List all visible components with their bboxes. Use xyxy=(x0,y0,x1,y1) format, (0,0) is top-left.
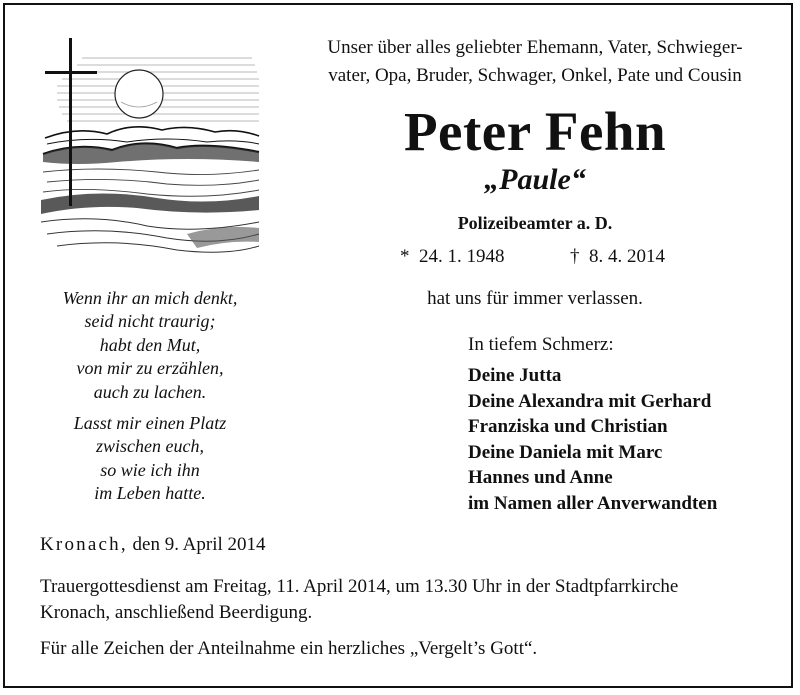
service-info xyxy=(40,574,780,626)
landscape-illustration xyxy=(37,38,262,263)
poem-line: zwischen euch, xyxy=(96,436,204,457)
memorial-poem xyxy=(20,287,280,514)
mourner-item: Deine Jutta xyxy=(468,365,562,386)
service-line: Kronach, anschließend Beerdigung. xyxy=(40,602,313,623)
farewell-text: hat uns für immer verlassen. xyxy=(427,288,643,309)
notice-date: den 9. April 2014 xyxy=(132,534,266,555)
mourner-item: Franziska und Christian xyxy=(468,416,668,437)
deceased-name: Peter Fehn xyxy=(403,101,667,162)
sun-icon xyxy=(115,70,163,118)
grief-label: In tiefem Schmerz: xyxy=(468,334,614,355)
death-date: † 8. 4. 2014 xyxy=(570,246,665,267)
poem-line: habt den Mut, xyxy=(99,334,201,355)
poem-line: von mir zu erzählen, xyxy=(76,358,224,379)
birth-date: * 24. 1. 1948 xyxy=(400,246,505,267)
poem-stanza xyxy=(20,287,280,404)
place-name: Kronach, xyxy=(40,534,128,555)
intro-line: Unser über alles geliebter Ehemann, Vater, Schwieger- xyxy=(327,37,743,58)
poem-line: Lasst mir einen Platz xyxy=(73,413,227,434)
deceased-profession: Polizeibeamter a. D. xyxy=(457,213,613,233)
mourner-item: Deine Daniela mit Marc xyxy=(468,441,663,463)
deceased-nickname: „Paule“ xyxy=(484,163,586,196)
service-line: Trauergottesdienst am Freitag, 11. April 2014, um 13.30 Uhr in der Stadtpfarrkirche xyxy=(40,576,679,597)
mourner-item: Hannes und Anne xyxy=(468,467,613,488)
mourner-item: im Namen aller Anverwandten xyxy=(468,492,718,514)
intro-text xyxy=(300,34,770,90)
poem-line: auch zu lachen. xyxy=(93,381,207,402)
mourners-list xyxy=(468,363,717,516)
poem-line: im Leben hatte. xyxy=(94,483,206,504)
poem-line: so wie ich ihn xyxy=(100,459,200,480)
poem-line: Wenn ihr an mich denkt, xyxy=(62,288,238,308)
mourner-item: Deine Alexandra mit Gerhard xyxy=(468,390,712,412)
poem-line: seid nicht traurig; xyxy=(84,311,216,332)
intro-line: vater, Opa, Bruder, Schwager, Onkel, Pate und Cousin xyxy=(328,65,742,86)
place-date xyxy=(40,532,266,558)
poem-stanza xyxy=(20,412,280,506)
thanks-text: Für alle Zeichen der Anteilnahme ein herzliches „Vergelt’s Gott“. xyxy=(40,638,538,659)
